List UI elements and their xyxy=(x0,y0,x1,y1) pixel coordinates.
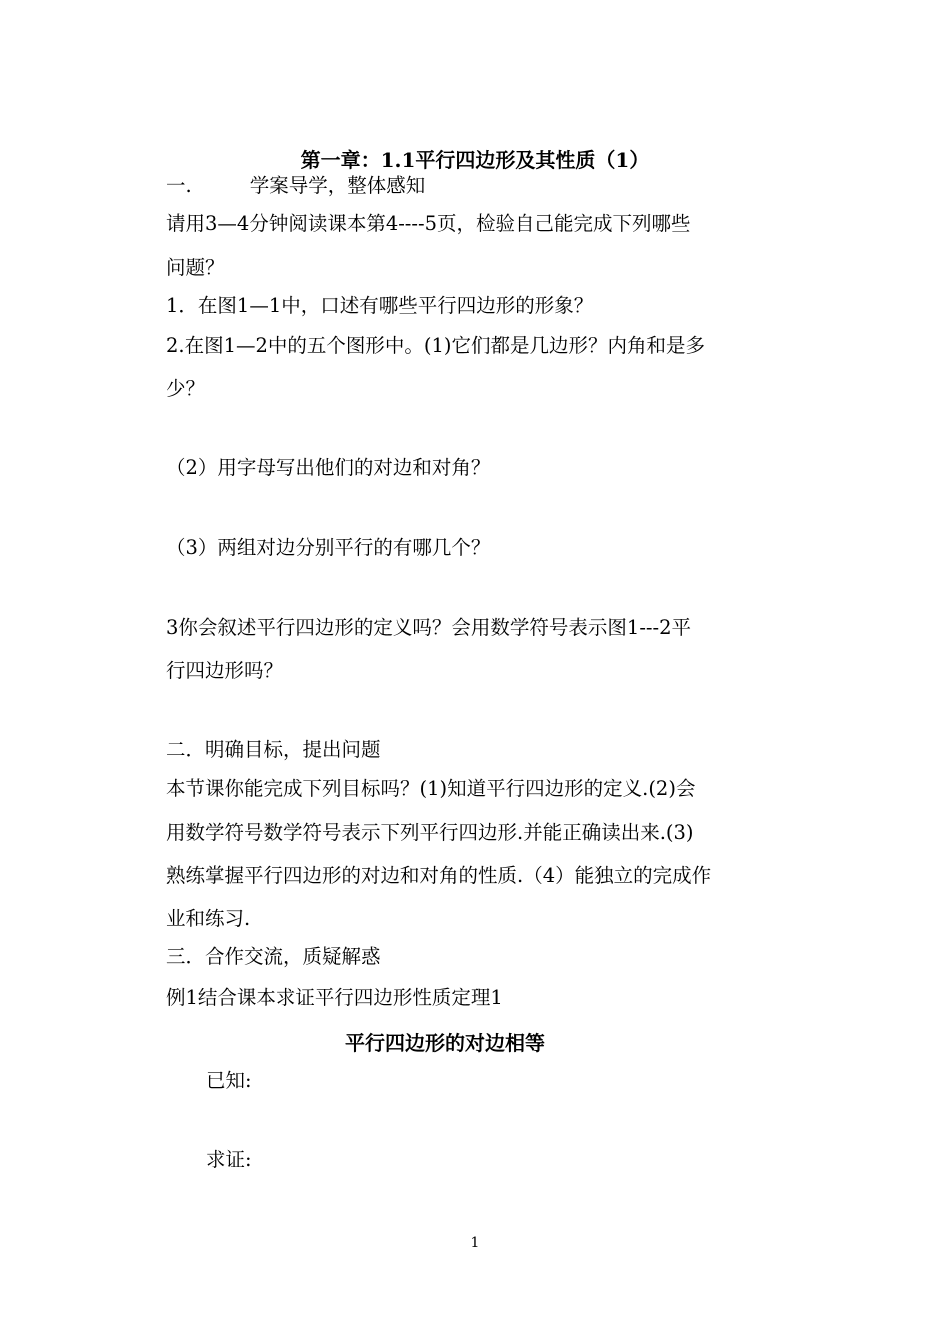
page-number: 1 xyxy=(470,1235,480,1251)
question-2-sub3: （3）两组对边分别平行的有哪几个？ xyxy=(166,536,491,559)
section1-heading-text: 学案导学，整体感知 xyxy=(249,174,426,197)
question-2-sub2: （2）用字母写出他们的对边和对角？ xyxy=(166,456,491,479)
question-3-line2: 行四边形吗？ xyxy=(166,659,284,682)
section1-heading-num: 一. xyxy=(166,174,192,197)
question-2-line1: 2.在图1—2中的五个图形中。(1)它们都是几边形？内角和是多 xyxy=(166,334,706,357)
page-title: 第一章：1.1平行四边形及其性质（1） xyxy=(300,148,650,172)
question-2-line2: 少？ xyxy=(166,377,206,400)
intro-line1: 请用3—4分钟阅读课本第4----5页，检验自己能完成下列哪些 xyxy=(166,212,691,235)
goals-line2: 用数学符号数学符号表示下列平行四边形.并能正确读出来.(3) xyxy=(166,821,694,844)
question-3-line1: 3你会叙述平行四边形的定义吗？会用数学符号表示图1---2平 xyxy=(166,616,691,639)
given-label: 已知: xyxy=(206,1069,252,1092)
intro-line2: 问题？ xyxy=(166,256,225,279)
theorem-statement: 平行四边形的对边相等 xyxy=(345,1031,545,1055)
prove-label: 求证: xyxy=(206,1148,252,1171)
goals-line3: 熟练掌握平行四边形的对边和对角的性质.（4）能独立的完成作 xyxy=(166,864,712,887)
section2-heading: 二．明确目标，提出问题 xyxy=(166,738,381,761)
section3-heading: 三．合作交流，质疑解惑 xyxy=(166,945,381,968)
example-1: 例1结合课本求证平行四边形性质定理1 xyxy=(166,986,503,1009)
question-1: 1．在图1—1中，口述有哪些平行四边形的形象？ xyxy=(166,294,594,317)
goals-line1: 本节课你能完成下列目标吗？(1)知道平行四边形的定义.(2)会 xyxy=(166,777,696,800)
goals-line4: 业和练习. xyxy=(166,907,251,930)
section1-heading xyxy=(166,176,425,196)
